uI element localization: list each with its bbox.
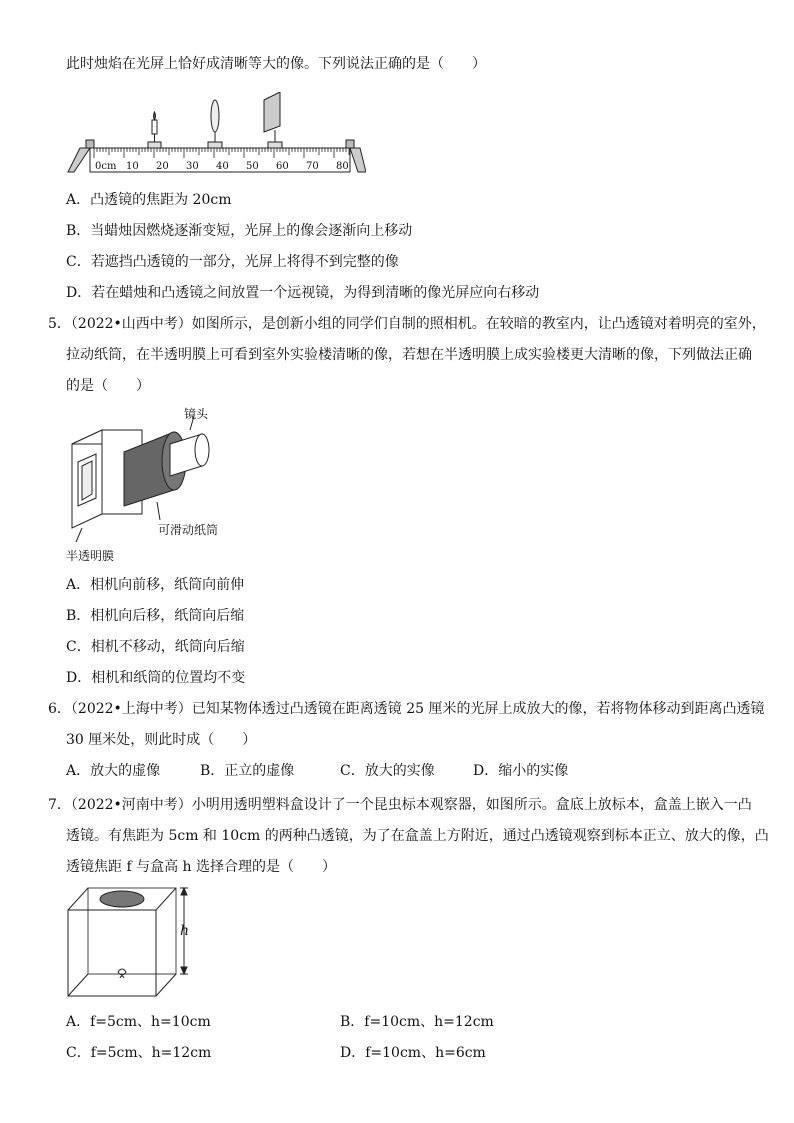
- specimen-box-figure: [64, 886, 214, 998]
- ruler-tick-label: 20: [156, 161, 169, 172]
- camera-label-lens: 镜头: [184, 407, 209, 421]
- q6-stem-line1: 6．（2022•上海中考）已知某物体透过凸透镜在距离透镜 25 厘米的光屏上成放大的像，若将物体移动到距离凸透镜: [48, 701, 765, 717]
- ruler-tick-label: 40: [216, 161, 229, 172]
- box-label-h: h: [180, 923, 190, 939]
- light-screen: [264, 92, 282, 148]
- candle: [148, 112, 161, 148]
- convex-lens: [208, 100, 222, 148]
- q5-option-b: B．相机向后移，纸筒向后缩: [66, 608, 245, 624]
- q5-option-d: D．相机和纸筒的位置均不变: [66, 670, 246, 686]
- q5-option-c: C．相机不移动，纸筒向后缩: [66, 639, 245, 655]
- q5-stem-line3: 的是（ ）: [66, 378, 150, 394]
- camera-label-film: 半透明膜: [66, 549, 115, 563]
- q6-option-b: B．正立的虚像: [200, 763, 295, 779]
- q6-stem-line2: 30 厘米处，则此时成（ ）: [66, 732, 257, 748]
- camera-label-tube: 可滑动纸筒: [158, 523, 219, 537]
- box-front: [68, 910, 156, 996]
- q4-option-d: D．若在蜡烛和凸透镜之间放置一个远视镜，为得到清晰的像光屏应向右移动: [66, 285, 540, 301]
- ruler-tick-label: 30: [186, 161, 199, 172]
- q6-option-a: A．放大的虚像: [66, 763, 161, 779]
- ruler-tick-label: 10: [126, 161, 139, 172]
- q4-option-a: A．凸透镜的焦距为 20cm: [66, 192, 232, 208]
- q7-stem-line1: 7．（2022•河南中考）小明用透明塑料盒设计了一个昆虫标本观察器，如图所示。盒底上放标本，盒盖上嵌入一凸: [48, 797, 752, 813]
- q7-stem-line3: 透镜焦距 f 与盒高 h 选择合理的是（ ）: [66, 859, 336, 875]
- q4-stem-tail: 此时烛焰在光屏上恰好成清晰等大的像。下列说法正确的是（ ）: [66, 56, 486, 72]
- q7-stem-line2: 透镜。有焦距为 5cm 和 10cm 的两种凸透镜，为了在盒盖上方附近，通过凸透镜观察到标本正立、放大的像，凸: [66, 828, 769, 844]
- q4-option-c: C．若遮挡凸透镜的一部分，光屏上将得不到完整的像: [66, 254, 399, 270]
- q5-stem-line1: 5．（2022•山西中考）如图所示，是创新小组的同学们自制的照相机。在较暗的教室内，让凸透镜对着明亮的室外，: [48, 316, 766, 332]
- ruler-tick-label: 70: [306, 161, 319, 172]
- q4-option-b: B．当蜡烛因燃烧逐渐变短，光屏上的像会逐渐向上移动: [66, 223, 413, 239]
- optical-bench-figure: [66, 92, 366, 182]
- q7-option-d: D．f=10cm、h=6cm: [340, 1045, 486, 1061]
- lid-lens: [100, 891, 144, 907]
- q7-option-c: C．f=5cm、h=12cm: [66, 1045, 212, 1061]
- q7-option-b: B．f=10cm、h=12cm: [340, 1014, 494, 1030]
- q5-stem-line2: 拉动纸筒，在半透明膜上可看到室外实验楼清晰的像，若想在半透明膜上成实验楼更大清晰的像，下列做法正确: [66, 347, 752, 363]
- ruler-tick-label: 50: [246, 161, 259, 172]
- ruler-tick-label: 0cm: [95, 161, 117, 172]
- q7-option-a: A．f=5cm、h=10cm: [66, 1014, 211, 1030]
- ruler-tick-label: 60: [276, 161, 289, 172]
- q6-option-c: C．放大的实像: [340, 763, 435, 779]
- q6-option-d: D．缩小的实像: [473, 763, 569, 779]
- q5-option-a: A．相机向前移，纸筒向前伸: [66, 577, 245, 593]
- ruler-tick-label: 80: [336, 161, 349, 172]
